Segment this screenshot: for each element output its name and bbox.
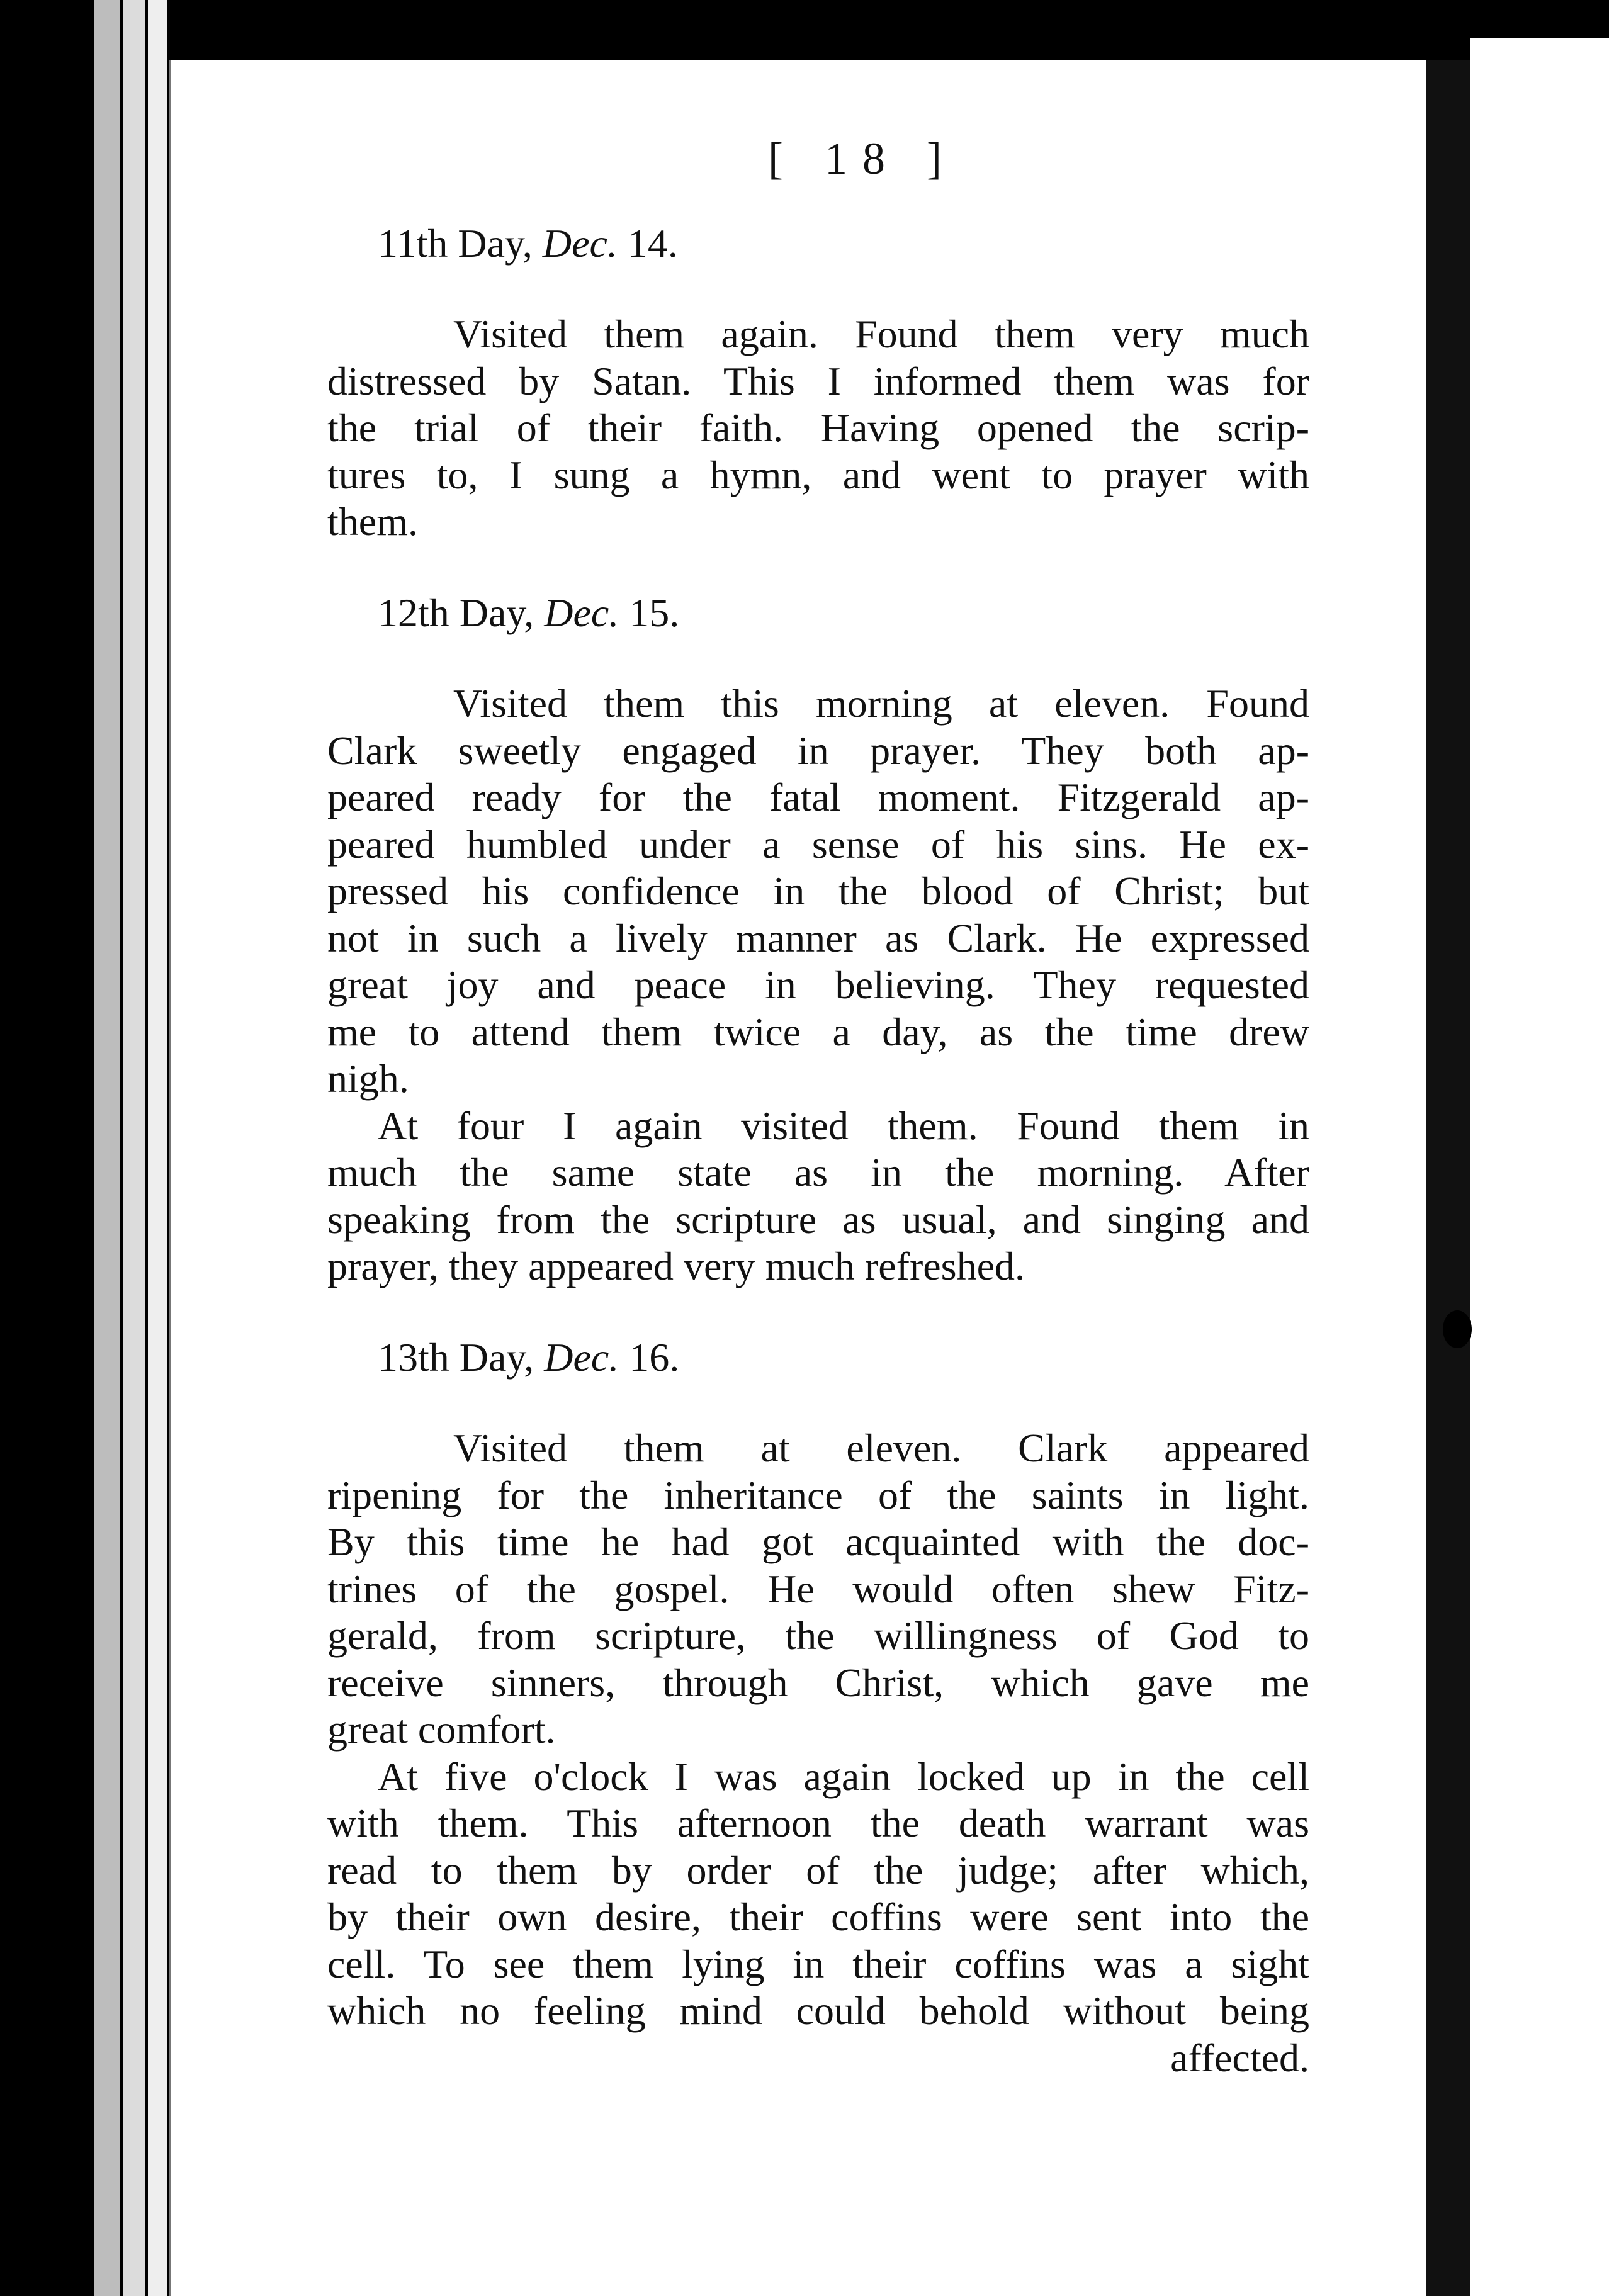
entry-date: 14. <box>627 220 678 266</box>
text-line: me to attend them twice a day, as the time drew <box>327 1009 1309 1054</box>
text-line: ripening for the inheritance of the saints in light. <box>327 1472 1309 1517</box>
entry-day: 12th Day, <box>378 590 534 635</box>
text-line: which no feeling mind could behold without being <box>327 1988 1309 2033</box>
text-line: distressed by Satan. This I informed them was for <box>327 358 1309 403</box>
entry-heading <box>378 220 1309 267</box>
text-line: Clark sweetly engaged in prayer. They both ap- <box>327 728 1309 773</box>
text-line: great joy and peace in believing. They requested <box>327 962 1309 1007</box>
paragraph <box>327 1103 1309 1290</box>
text-line: the trial of their faith. Having opened the scrip- <box>327 405 1309 450</box>
text-line: great comfort. <box>327 1707 556 1752</box>
page-text <box>327 135 1309 2081</box>
text-line: read to them by order of the judge; after which, <box>327 1847 1309 1893</box>
entry-day: 11th Day, <box>378 220 533 266</box>
page-edge <box>148 0 167 2296</box>
page-edge <box>94 0 120 2296</box>
entry-date: 16. <box>629 1334 680 1380</box>
text-line: affected. <box>1170 2035 1309 2080</box>
entry-heading <box>378 590 1309 637</box>
text-line: At four I again visited them. Found them in <box>378 1103 1309 1148</box>
text-line: cell. To see them lying in their coffins was a sight <box>327 1941 1309 1986</box>
text-line: trines of the gospel. He would often shew Fitz- <box>327 1566 1309 1611</box>
text-line: with them. This afternoon the death warrant was <box>327 1801 1309 1845</box>
entry-heading <box>378 1334 1309 1382</box>
binding-mark <box>1443 1310 1472 1348</box>
text-line: receive sinners, through Christ, which gave me <box>327 1660 1309 1705</box>
entry-month: Dec. <box>542 220 618 266</box>
entry-date: 15. <box>629 590 680 635</box>
entry-month: Dec. <box>544 1334 619 1380</box>
text-line: not in such a lively manner as Clark. He expressed <box>327 915 1309 960</box>
paragraph <box>327 1425 1309 1753</box>
paragraph <box>327 680 1309 1103</box>
facing-page <box>1470 38 1609 2296</box>
text-line: tures to, I sung a hymn, and went to prayer with <box>327 452 1309 497</box>
text-line: At five o'clock I was again locked up in the cell <box>378 1753 1309 1799</box>
text-line: peared ready for the fatal moment. Fitzgerald ap- <box>327 775 1309 819</box>
text-line: nigh. <box>327 1056 409 1101</box>
book-gutter <box>1425 60 1470 2296</box>
text-line: by their own desire, their coffins were sent into the <box>327 1894 1309 1939</box>
entry-month: Dec. <box>544 590 619 635</box>
text-line: prayer, they appeared very much refreshed. <box>327 1244 1025 1288</box>
text-line: pressed his confidence in the blood of Christ; but <box>327 869 1309 913</box>
paragraph <box>327 311 1309 546</box>
text-line: gerald, from scripture, the willingness of God to <box>327 1613 1309 1658</box>
text-line: Visited them at eleven. Clark appeared <box>453 1426 1309 1470</box>
text-line: them. <box>327 499 418 544</box>
entries <box>327 220 1309 2082</box>
text-line: By this time he had got acquainted with the doc- <box>327 1519 1309 1564</box>
text-line: Visited them again. Found them very much <box>453 312 1309 356</box>
paragraph <box>327 1753 1309 2082</box>
page-number: [ 18 ] <box>768 133 957 184</box>
page-edge <box>123 0 145 2296</box>
text-line: much the same state as in the morning. After <box>327 1150 1309 1195</box>
text-line: Visited them this morning at eleven. Found <box>453 681 1309 726</box>
text-line: speaking from the scripture as usual, and singing and <box>327 1196 1309 1242</box>
entry-day: 13th Day, <box>378 1334 534 1380</box>
text-line: peared humbled under a sense of his sins. He ex- <box>327 821 1309 867</box>
